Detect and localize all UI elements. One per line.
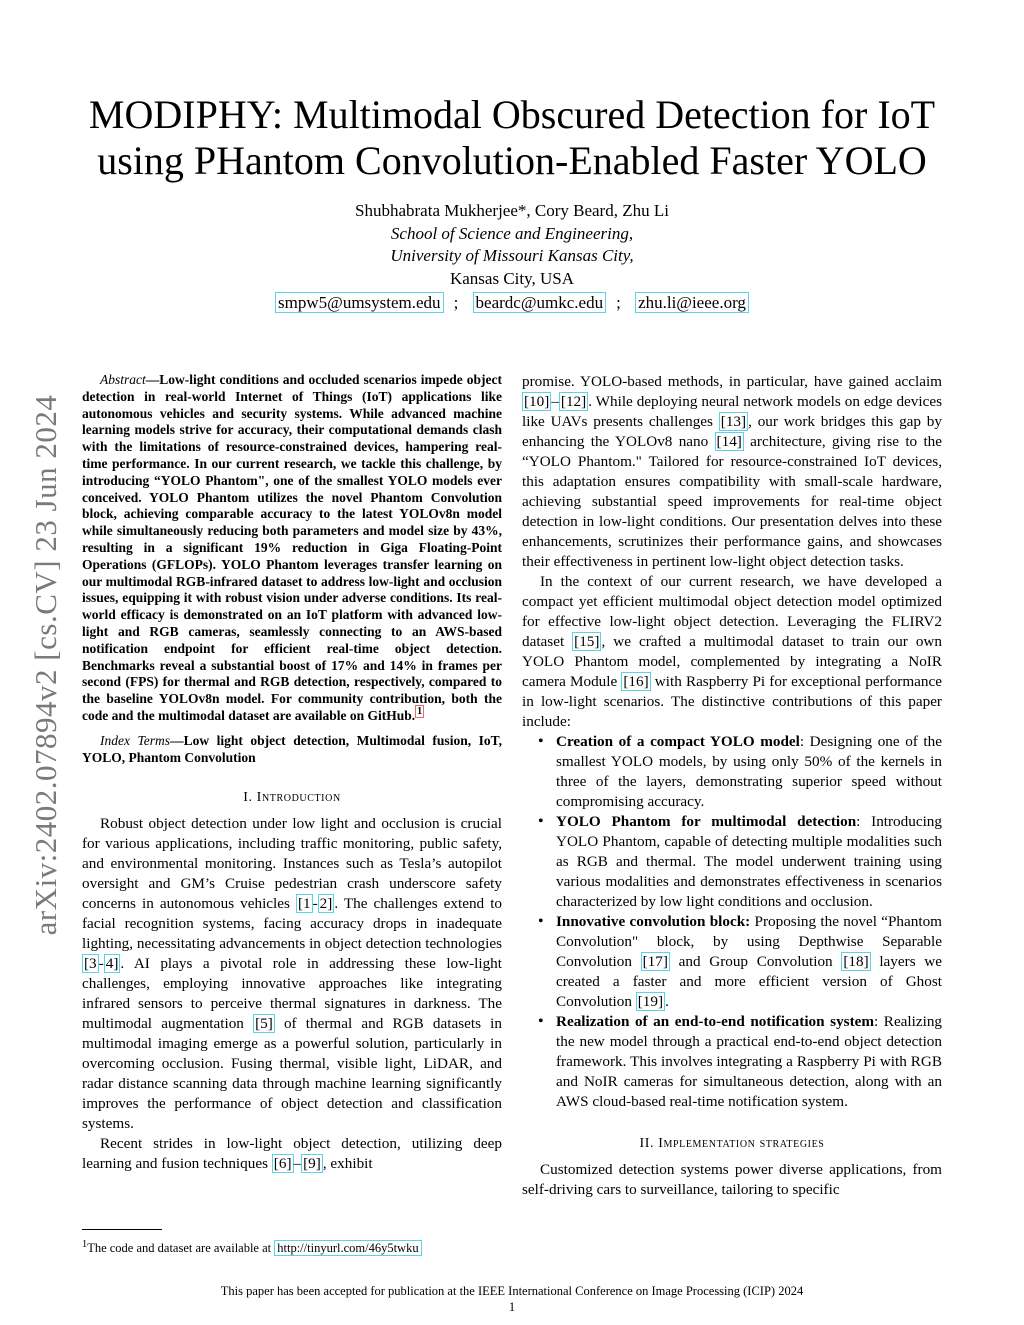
citation-link[interactable]: 4] [105, 955, 119, 973]
citation-link[interactable]: [14] [716, 433, 742, 450]
text-run: Robust object detection under low light and occlusion is crucial for various applications, including traffic monitoring, public safety, and environmental monitoring. Instances such as Tesla’s autopilot oversight and GM’s Cruise pedestrian crash underscore safety concerns in autonomous vehicles [82, 815, 502, 913]
text-run: - [312, 895, 318, 913]
abstract [82, 372, 502, 725]
citation-link[interactable]: 2] [319, 895, 333, 913]
section-2-paragraph-1: Customized detection systems power diverse applications, from self-driving cars to surveillance, tailoring to specific [522, 1161, 942, 1198]
contribution-heading: Creation of a compact YOLO model [556, 733, 800, 750]
citation-link[interactable]: [9] [303, 1155, 321, 1173]
citation-link[interactable]: [3 [84, 955, 97, 973]
text-run: : Designing one of the smallest YOLO models, by using only 50% of the kernels in three of the layers, demonstrating superior speed without compromising accuracy. [556, 733, 942, 810]
text-run: promise. YOLO-based methods, in particular, have gained acclaim [522, 373, 942, 390]
contributions-list [522, 732, 942, 1112]
text-run: of thermal and RGB datasets in multimodal imaging emerge as a powerful solution, particularly in overcoming occlusion. Fusing thermal, visible light, LiDAR, and radar distance scanning data through machine learning significantly improves the performance of object detection and classification systems. [82, 1015, 502, 1133]
text-run: - [98, 955, 104, 973]
text-run: : Introducing YOLO Phantom, capable of detecting multiple modalities such as RGB and thermal. The model underwent training using various modalities and demonstrates effectiveness in scenarios characterized by low light conditions and occlusion. [556, 813, 942, 910]
intro-paragraph-1 [82, 814, 502, 1134]
email-separator-2: ; [616, 293, 621, 312]
text-run: – [551, 393, 559, 410]
email-link-2[interactable]: beardc@umkc.edu [473, 292, 607, 313]
page-number: 1 [508, 1300, 516, 1314]
footnote-rule [82, 1229, 162, 1230]
affiliation-university: University of Missouri Kansas City, [390, 246, 634, 265]
citation-link[interactable]: [5] [255, 1015, 273, 1033]
title-line-2: using PHantom Convolution-Enabled Faster YOLO [97, 138, 927, 183]
text-run: , we crafted a multimodal dataset to train our own YOLO Phantom model, complemented by integrating a NoIR camera Module [522, 633, 942, 690]
text-run: . AI plays a pivotal role in addressing these low-light challenges, employing innovative approaches like integrating infrared sensors to perceive thermal signatures in darkness. The multimodal augmentation [82, 955, 502, 1033]
text-run: layers we created a faster and more efficient version of Ghost Convolution [556, 953, 942, 1010]
affiliation-school: School of Science and Engineering, [390, 223, 634, 243]
footnote [82, 1237, 502, 1256]
citation-link[interactable]: [15] [574, 633, 600, 650]
text-run: : Realizing the new model through a practical end-to-end object detection framework. This involves integrating a Raspberry Pi with RGB and NoIR cameras for simultaneous detection, along with an AWS cloud-based real-time notification system. [556, 1013, 943, 1110]
citation-link[interactable]: [17] [642, 953, 668, 970]
left-column [82, 372, 502, 1174]
contribution-heading: Realization of an end-to-end notification system [556, 1013, 875, 1030]
affiliation-location: Kansas City, USA [449, 268, 575, 288]
arxiv-identifier: arXiv:2402.07894v2 [cs.CV] 23 Jun 2024 [28, 394, 63, 936]
contribution-heading: YOLO Phantom for multimodal detection [556, 813, 857, 830]
text-run: Proposing the novel “Phantom Convolution" block, by using Depthwise Separable Convolution [556, 913, 942, 970]
text-run: Recent strides in low-light object detection, utilizing deep learning and fusion techniques [82, 1135, 502, 1173]
text-run: , exhibit [322, 1155, 373, 1173]
contribution-item [556, 1012, 942, 1112]
paper-title [60, 92, 964, 184]
section-2-heading: II. Implementation strategies [639, 1136, 825, 1151]
index-terms-text: —Low light object detection, Multimodal fusion, IoT, YOLO, Phantom Convolution [82, 732, 503, 765]
citation-link[interactable]: [6] [273, 1155, 292, 1173]
text-run: – [293, 1155, 302, 1173]
arxiv-sidebar-stamp [30, 355, 62, 975]
title-line-1: MODIPHY: Multimodal Obscured Detection for IoT [88, 92, 936, 137]
index-terms [82, 733, 502, 767]
text-run: . [665, 993, 669, 1010]
citation-link[interactable]: [1 [297, 895, 311, 913]
footnote-mark-link[interactable]: 1 [417, 706, 423, 718]
text-run: . While deploying neural network models on edge devices like UAVs presents challenges [522, 393, 942, 430]
email-list [160, 292, 864, 315]
text-run: architecture, giving rise to the “YOLO Phantom." Tailored for resource-constrained IoT devices, this adaptation ensures compatibility with small-scale hardware, achieving substantial speed improvements for real-time object detection in low-light conditions. Our presentation delves into these enhancements, scrutinizes their performance gains, and showcases their effectiveness in pertinent low-light object detection tasks. [522, 433, 942, 570]
citation-link[interactable]: [16] [623, 673, 649, 690]
right-paragraph-1 [522, 372, 942, 572]
abstract-label: Abstract [100, 372, 146, 387]
text-run: In the context of our current research, we have developed a compact yet efficient multimodal object detection model optimized for effective low-light object detection. Leveraging the FLIRV2 dataset [522, 573, 942, 650]
citation-link[interactable]: [18] [843, 953, 869, 970]
contribution-item [556, 912, 942, 1012]
text-run: , our work bridges this gap by enhancing the YOLOv8 nano [522, 413, 942, 450]
abstract-text: —Low-light conditions and occluded scenarios impede object detection in real-world Internet of Things (IoT) applications like autonomous vehicles and security systems. While advanced machine learning models strive for accuracy, their computational demands clash with the limitations of resource-constrained devices, hampering real-time performance. In our current research, we tackle this challenge, by introducing “YOLO Phantom", one of the smallest YOLO models ever conceived. YOLO Phantom utilizes the novel Phantom Convolution block, achieving comparable accuracy to the latest YOLOv8n model while simultaneously reducing both parameters and model size by 43%, resulting in a significant 19% reduction in Giga Floating-Point Operations (GFLOPs). YOLO Phantom leverages transfer learning on our multimodal RGB-infrared dataset to address low-light and occlusion issues, equipping it with robust vision under adverse conditions. Its real-world efficacy is demonstrated on an IoT platform with advanced low-light and RGB cameras, seamlessly connecting to an AWS-based notification endpoint for efficient real-time object detection. Benchmarks reveal a substantial boost of 17% and 14% in frames per second (FPS) for thermal and RGB detection, respectively, compared to the baseline YOLOv8n model. For community contribution, both the code and the multimodal dataset are available on GitHub. [82, 372, 502, 723]
email-separator-1: ; [453, 293, 459, 312]
citation-link[interactable]: [10] [524, 393, 550, 410]
acceptance-note: This paper has been accepted for publication at the IEEE International Conference on Image Processing (ICIP) 2024 [220, 1284, 804, 1298]
footnote-number: 1 [82, 1239, 88, 1250]
author-block [160, 200, 864, 315]
text-run: and Group Convolution [669, 953, 842, 970]
text-run: with Raspberry Pi for exceptional performance in low-light scenarios. The distinctive contributions of this paper include: [522, 673, 942, 730]
right-column [522, 372, 942, 1200]
footnote-url-link[interactable]: http://tinyurl.com/46y5twku [274, 1240, 421, 1256]
contribution-heading: Innovative convolution block: [556, 913, 751, 930]
author-names: Shubhabrata Mukherjee*, Cory Beard, Zhu Li [355, 201, 669, 220]
email-link-3[interactable]: zhu.li@ieee.org [635, 292, 749, 313]
citation-link[interactable]: [13] [720, 413, 747, 430]
right-paragraph-2 [522, 572, 942, 732]
text-run: . The challenges extend to facial recognition systems, facing accuracy drops in inadequate lighting, necessitating advancements in object detection technologies [82, 895, 503, 953]
contribution-item [556, 812, 942, 912]
footnote-text: The code and dataset are available at [87, 1241, 275, 1256]
index-terms-label: Index Terms [100, 732, 171, 748]
email-link-1[interactable]: smpw5@umsystem.edu [275, 292, 444, 313]
contribution-item [556, 732, 942, 812]
intro-paragraph-2 [82, 1134, 502, 1174]
page-footer [0, 1283, 1024, 1315]
citation-link[interactable]: [19] [637, 993, 664, 1010]
section-1-heading: I. Introduction [243, 790, 341, 806]
citation-link[interactable]: [12] [560, 393, 587, 410]
